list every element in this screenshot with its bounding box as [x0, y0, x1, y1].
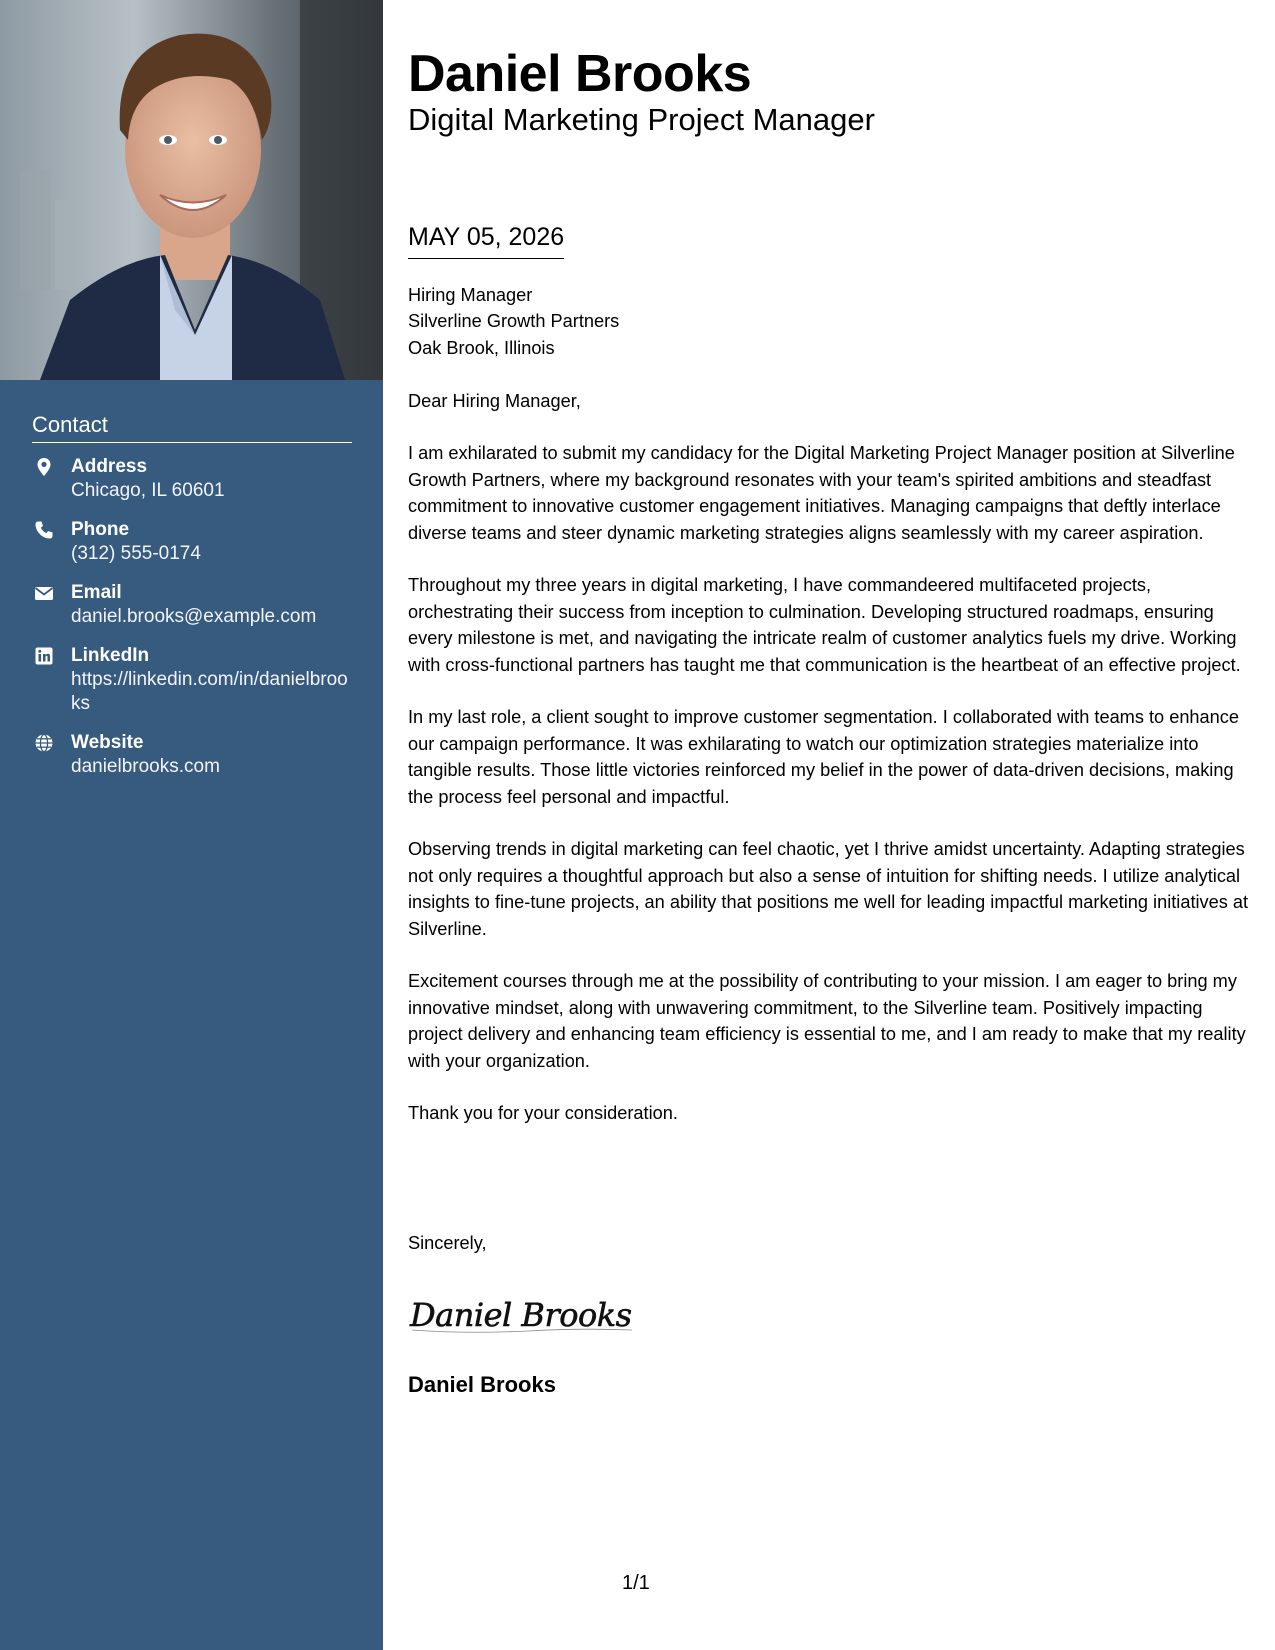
- globe-icon: [34, 733, 54, 753]
- body-paragraph: I am exhilarated to submit my candidacy for the Digital Marketing Project Manager position at Silverline Growth Partners, where my background resonates with your team's spirited ambitions and steadfast commitment to innovative customer engagement initiatives. Managing campaigns that deftly interlace diverse teams and steer dynamic marketing strategies aligns seamlessly with my career aspiration.: [408, 443, 1235, 543]
- applicant-title: Digital Marketing Project Manager: [408, 102, 875, 137]
- contact-linkedin: [32, 644, 352, 716]
- contact-address-label: Address: [71, 456, 148, 477]
- body-paragraph: Thank you for your consideration.: [408, 1103, 678, 1124]
- letter-body: [408, 282, 1253, 1153]
- page-number: 1/1: [622, 1572, 650, 1594]
- contact-linkedin-value[interactable]: https://linkedin.com/in/danielbrooks: [71, 669, 348, 714]
- signature: [408, 1290, 638, 1340]
- contact-address: [32, 455, 352, 503]
- contact-email-value[interactable]: daniel.brooks@example.com: [71, 606, 317, 627]
- contact-email: [32, 581, 352, 629]
- recipient-block: [408, 282, 1253, 361]
- contact-phone-value: (312) 555-0174: [71, 543, 201, 564]
- signed-name: Daniel Brooks: [408, 1372, 556, 1397]
- contact-website-label: Website: [71, 732, 144, 753]
- profile-photo: [0, 0, 383, 380]
- phone-icon: [34, 520, 54, 540]
- body-paragraph: Observing trends in digital marketing can feel chaotic, yet I thrive amidst uncertainty. Adapting strategies not only requires a thoughtful approach but also a sense of intuition for shifting needs. I utilize analytical insights to fine-tune projects, an ability that positions me well for leading impactful marketing initiatives at Silverline.: [408, 839, 1249, 939]
- recipient-line: Oak Brook, Illinois: [408, 337, 555, 358]
- map-pin-icon: [34, 457, 54, 477]
- contact-linkedin-label: LinkedIn: [71, 645, 150, 666]
- body-paragraph: Excitement courses through me at the possibility of contributing to your mission. I am eager to bring my innovative mindset, along with unwavering commitment, to the Silverline team. Positively impacting project delivery and enhancing team efficiency is essential to me, and I am ready to make that my reality with your organization.: [408, 971, 1246, 1071]
- body-paragraph: In my last role, a client sought to improve customer segmentation. I collaborated with teams to enhance our campaign performance. It was exhilarating to watch our optimization strategies materialize into tangible results. Those little victories reinforced my belief in the power of data-driven decisions, making the process feel personal and impactful.: [408, 707, 1239, 807]
- body-paragraph: Throughout my three years in digital marketing, I have commandeered multifaceted projects, orchestrating their success from inception to culmination. Developing structured roadmaps, ensuring every milestone is met, and navigating the intricate realm of customer analytics fuels my drive. Working with cross-functional partners has taught me that communication is the heartbeat of an effective project.: [408, 575, 1241, 675]
- contact-heading: Contact: [32, 412, 352, 443]
- closing: Sincerely,: [408, 1233, 487, 1253]
- contact-section: [32, 412, 352, 794]
- linkedin-icon: [34, 646, 54, 666]
- sidebar: [0, 0, 383, 1650]
- recipient-line: Silverline Growth Partners: [408, 311, 620, 332]
- contact-address-value: Chicago, IL 60601: [71, 480, 225, 501]
- salutation: Dear Hiring Manager,: [408, 390, 581, 411]
- contact-email-label: Email: [71, 582, 122, 603]
- applicant-name: Daniel Brooks: [408, 45, 752, 103]
- svg-text:Daniel Brooks: Daniel Brooks: [410, 1296, 632, 1334]
- contact-phone-label: Phone: [71, 519, 130, 540]
- recipient-line: Hiring Manager: [408, 285, 533, 305]
- envelope-icon: [34, 583, 54, 603]
- contact-phone: [32, 518, 352, 566]
- contact-website-value[interactable]: danielbrooks.com: [71, 756, 220, 777]
- contact-website: [32, 731, 352, 779]
- letter-date: MAY 05, 2026: [408, 223, 564, 259]
